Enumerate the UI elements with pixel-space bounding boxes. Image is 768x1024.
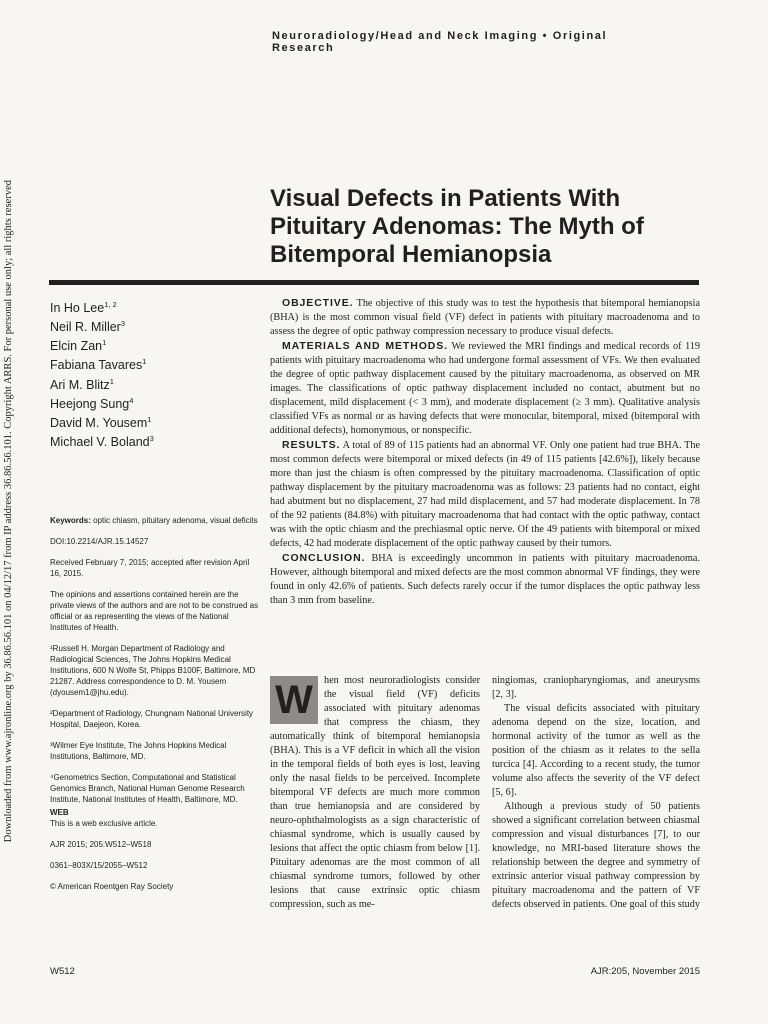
issn: 0361–803X/15/2055–W512: [50, 861, 148, 870]
disclaimer: The opinions and assertions contained herein are the private views of the authors and are not to be construed as official or as representing the views of the National Institutes of Health.: [50, 590, 259, 632]
keywords: Keywords: optic chiasm, pituitary adenoma, visual deficits: [50, 516, 258, 525]
body-paragraph: Although a previous study of 50 patients showed a significant correlation between chiasmal compression and visual disturbances [7], to our knowledge, no MRI-based literature shows the relationship between the degree and symmetry of extrinsic anterior visual pathway compression by pituitary macroadenoma and the pattern of VF defects observed in patients. One goal of this study: [492, 801, 700, 910]
affiliation: ⁴Genometrics Section, Computational and Statistical Genomics Branch, National Human Genome Research Institute, National Institutes of Health, Baltimore, MD.: [50, 773, 245, 804]
title-line: Visual Defects in Patients With: [270, 185, 621, 212]
title-line: Bitemporal Hemianopsia: [270, 241, 552, 268]
title-rule: [49, 280, 699, 285]
received-date: Received February 7, 2015; accepted after revision April 16, 2015.: [50, 558, 250, 578]
author: David M. Yousem$^1$: [50, 414, 152, 431]
journal-issue: AJR:205, November 2015: [590, 966, 700, 977]
abstract: [270, 296, 700, 608]
author-list: [50, 297, 260, 450]
title-line: Pituitary Adenomas: The Myth of: [270, 213, 644, 240]
author: In Ho Lee$^{1, 2}$: [50, 300, 117, 316]
affiliation: ³Wilmer Eye Institute, The Johns Hopkins Medical Institutions, Baltimore, MD.: [50, 741, 227, 761]
author: Michael V. Boland$^3$: [50, 434, 154, 450]
body-column-left: [270, 674, 480, 912]
body-paragraph: The visual deficits associated with pituitary adenoma depend on the size, location, and hormonal activity of the tumor as well as the position of the chiasm as it relates to the sella turcica [4]. According to a recent study, the tumor volume also affects the severity of the VF defect [5, 6].: [492, 703, 700, 798]
web-label: WEB: [50, 808, 69, 817]
article-metadata: [50, 515, 260, 902]
abstract-results: RESULTS. A total of 89 of 115 patients had an abnormal VF. Only one patient had true BHA. The most common defects were bitemporal or mixed defects (in 49 of 115 patients [42.6%]), likely because more than just the chiasm is often compressed by the pituitary macroadenoma. Classification of optic pathway displacement by the pituitary macroadenoma was as follows: 23 patients had no contact, eight had abutment but no displacement, 27 had mild displacement, and 57 had moderate displacement. In 78 of the 92 patients (84.8%) with pituitary macroadenoma that had contact with the optic pathway, contact was with the optic chiasm and the prechiasmal optic nerve. Of the 49 patients with bitemporal or mixed defects, 42 had moderate displacement of the optic pathway caused by their tumors.: [270, 439, 700, 549]
affiliation: ¹Russell H. Morgan Department of Radiology and Radiological Sciences, The Johns Hopkins Medical Institutions, 600 N Wolfe St, Phipps B100F, Baltimore, MD 21287. Address correspondence to D. M. Yousem (dyousem1@jhu.edu).: [50, 644, 256, 697]
abstract-conclusion: CONCLUSION. BHA is exceedingly uncommon in patients with pituitary macroadenoma. However, although bitemporal and mixed defects are the most common abnormal VF findings, they were found in only 42.6% of patients. Such defects rarely occur if the tumor displaces the optic pathway less than 3 mm from baseline.: [270, 552, 700, 606]
page-number: W512: [50, 966, 75, 977]
author: Elcin Zan$^1$: [50, 338, 107, 354]
section-header: Neuroradiology/Head and Neck Imaging • Original Research: [272, 30, 608, 54]
body-paragraph: W hen most neuroradiologists consider the visual field (VF) deficits associated with pituitary adenomas that compress the chiasm, they automatically think of bitemporal hemianopsia (BHA). This is a VF deficit in which all the vision in the temporal fields of both eyes is lost, leaving only the nasal fields to be perceived. Incomplete bitemporal VF defects are much more common than true hemianopsia and are considered by neuro-ophthalmologists as a sign characteristic of chiasmal syndrome, which is usually caused by lesions that affect the optic chiasm from below [1]. Pituitary adenomas are the most common of all chiasmal syndrome tumors, followed by other lesions that cause extrinsic optic chiasm compression, such as me-: [270, 675, 480, 910]
body-paragraph: ningiomas, craniopharyngiomas, and aneurysms [2, 3].: [492, 675, 700, 700]
abstract-objective: OBJECTIVE. The objective of this study was to test the hypothesis that bitemporal hemianopsia (BHA) is the most common visual field (VF) defect in patients with pituitary macroadenoma and to assess the degree of optic pathway compression necessary to produce visual defects.: [270, 297, 700, 337]
author: Heejong Sung$^4$: [50, 395, 134, 411]
author: Neil R. Miller$^3$: [50, 319, 126, 335]
author: Ari M. Blitz$^1$: [50, 376, 114, 392]
download-notice: Downloaded from www.ajronline.org by 36.86.56.101 on 04/12/17 from IP address 36.86.56.101. Copyright ARRS. For personal use only; all rights reserved: [3, 180, 14, 843]
copyright: © American Roentgen Ray Society: [50, 882, 174, 891]
affiliation: ²Department of Radiology, Chungnam National University Hospital, Daejeon, Korea.: [50, 709, 254, 729]
body-column-right: [492, 674, 700, 912]
author: Fabiana Tavares$^1$: [50, 357, 147, 373]
web-note: This is a web exclusive article.: [50, 819, 158, 828]
drop-cap: W: [270, 676, 318, 724]
abstract-methods: MATERIALS AND METHODS. We reviewed the MRI findings and medical records of 119 patients with pituitary macroadenoma who had undergone formal assessment of VFs. We then evaluated the degree of optic pathway displacement caused by the pituitary macroadenoma, as observed on MR images. The classifications of optic pathway displacement included no contact, abutment but no displacement, mild displacement (< 3 mm), and moderate displacement (≥ 3 mm). Qualitative analysis classified VFs as normal or as having defects that were monocular, bitemporal, mixed (bitemporal with additional defects), homonymous, or nonspecific.: [270, 340, 700, 436]
article-title: [270, 185, 710, 269]
citation: AJR 2015; 205:W512–W518: [50, 840, 152, 849]
doi: DOI:10.2214/AJR.15.14527: [50, 537, 149, 546]
